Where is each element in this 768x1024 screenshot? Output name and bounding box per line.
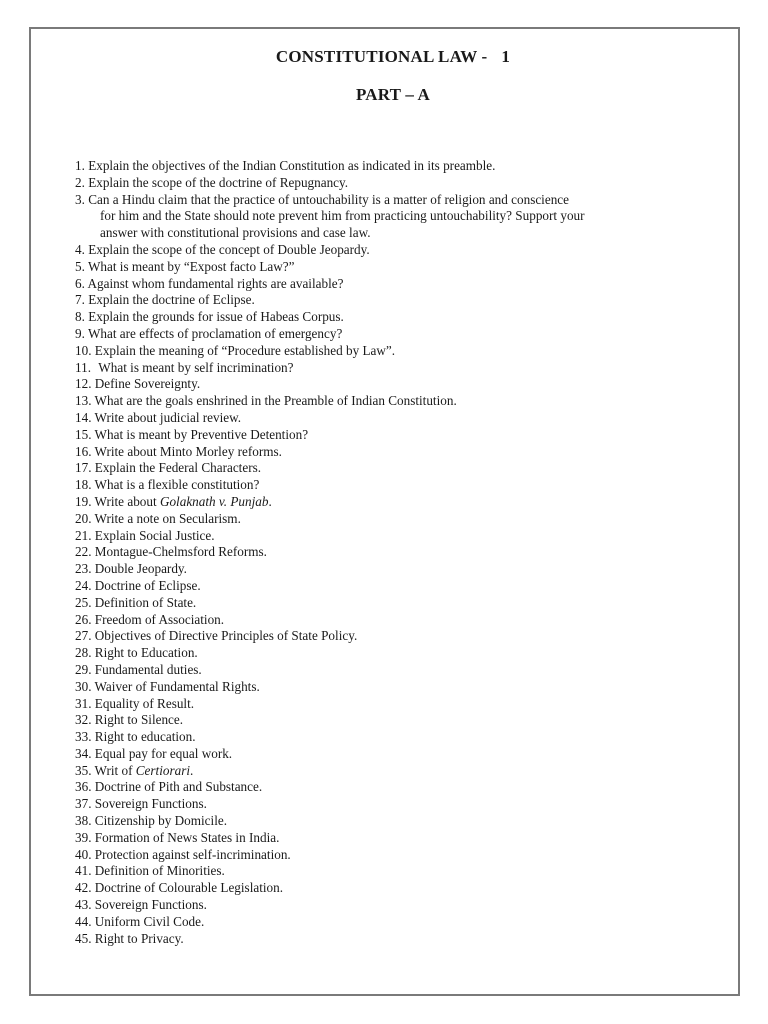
question-item: 21. Explain Social Justice. [75,527,215,543]
question-item: 23. Double Jeopardy. [75,561,187,577]
question-item: 19. Write about Golaknath v. Punjab. [75,493,272,509]
question-item: 14. Write about judicial review. [75,409,242,425]
question-item: 4. Explain the scope of the concept of Double Jeopardy. [75,241,370,257]
case-name: Golaknath v. Punjab [159,493,269,509]
question-item: 33. Right to education. [75,729,196,745]
question-item: 17. Explain the Federal Characters. [75,460,262,476]
question-item: 8. Explain the grounds for issue of Habeas Corpus. [75,309,344,325]
page-subtitle: PART – A [355,85,431,104]
question-item: 1. Explain the objectives of the Indian Constitution as indicated in its preamble. [75,158,496,173]
question-item: 36. Doctrine of Pith and Substance. [75,779,263,795]
question-item: 40. Protection against self-incrimination. [75,846,291,862]
question-item: 2. Explain the scope of the doctrine of Repugnancy. [75,174,349,190]
question-item: 45. Right to Privacy. [75,930,184,946]
title-text: CONSTITUTIONAL LAW - [275,47,488,66]
question-item: 25. Definition of State. [75,594,197,610]
question-item: 35. Writ of Certiorari. [75,762,194,778]
question-item: 15. What is meant by Preventive Detention? [75,426,309,442]
question-item: 39. Formation of News States in India. [75,829,280,845]
page-title [48,47,738,67]
question-item: 31. Equality of Result. [75,695,195,711]
title-number: 1 [501,47,511,66]
question-item: 20. Write a note on Secularism. [75,510,241,526]
question-item: 28. Right to Education. [75,645,198,661]
question-item: 12. Define Sovereignty. [75,376,201,392]
question-item: 38. Citizenship by Domicile. [75,813,228,829]
question-item: 44. Uniform Civil Code. [75,913,205,929]
question-continuation: answer with constitutional provisions and case law. [100,225,371,241]
question-item: 41. Definition of Minorities. [75,863,225,879]
question-item: 22. Montague-Chelmsford Reforms. [75,544,267,560]
question-continuation: for him and the State should note prevent him from practicing untouchability? Support your [100,208,585,224]
question-item: 9. What are effects of proclamation of emergency? [75,325,343,341]
question-item: 29. Fundamental duties. [75,661,202,677]
question-list [75,158,585,947]
question-item: 34. Equal pay for equal work. [75,745,233,761]
question-item: 13. What are the goals enshrined in the Preamble of Indian Constitution. [75,393,457,409]
question-item: 37. Sovereign Functions. [75,796,207,812]
question-item: 27. Objectives of Directive Principles of State Policy. [75,628,358,644]
question-item: 43. Sovereign Functions. [75,897,207,913]
question-item: 30. Waiver of Fundamental Rights. [75,678,260,694]
writ-name: Certiorari [135,762,190,778]
question-item: 3. Can a Hindu claim that the practice of untouchability is a matter of religion and conscience for him and the State should note prevent him from practicing untouchability? Support your answer with constitutional provisions and case law. [75,191,585,241]
page-frame [29,27,740,996]
question-item: 5. What is meant by “Expost facto Law?” [75,258,295,274]
question-item: 18. What is a flexible constitution? [75,477,260,493]
question-item: 42. Doctrine of Colourable Legislation. [75,880,284,896]
question-item: 10. Explain the meaning of “Procedure established by Law”. [75,342,396,358]
question-item: 26. Freedom of Association. [75,611,225,627]
question-item: 24. Doctrine of Eclipse. [75,577,201,593]
question-item: 7. Explain the doctrine of Eclipse. [75,292,255,308]
question-item: 11. What is meant by self incrimination? [75,359,294,375]
question-item: 16. Write about Minto Morley reforms. [75,443,282,459]
question-item: 32. Right to Silence. [75,712,184,728]
question-item: 6. Against whom fundamental rights are available? [75,275,344,291]
